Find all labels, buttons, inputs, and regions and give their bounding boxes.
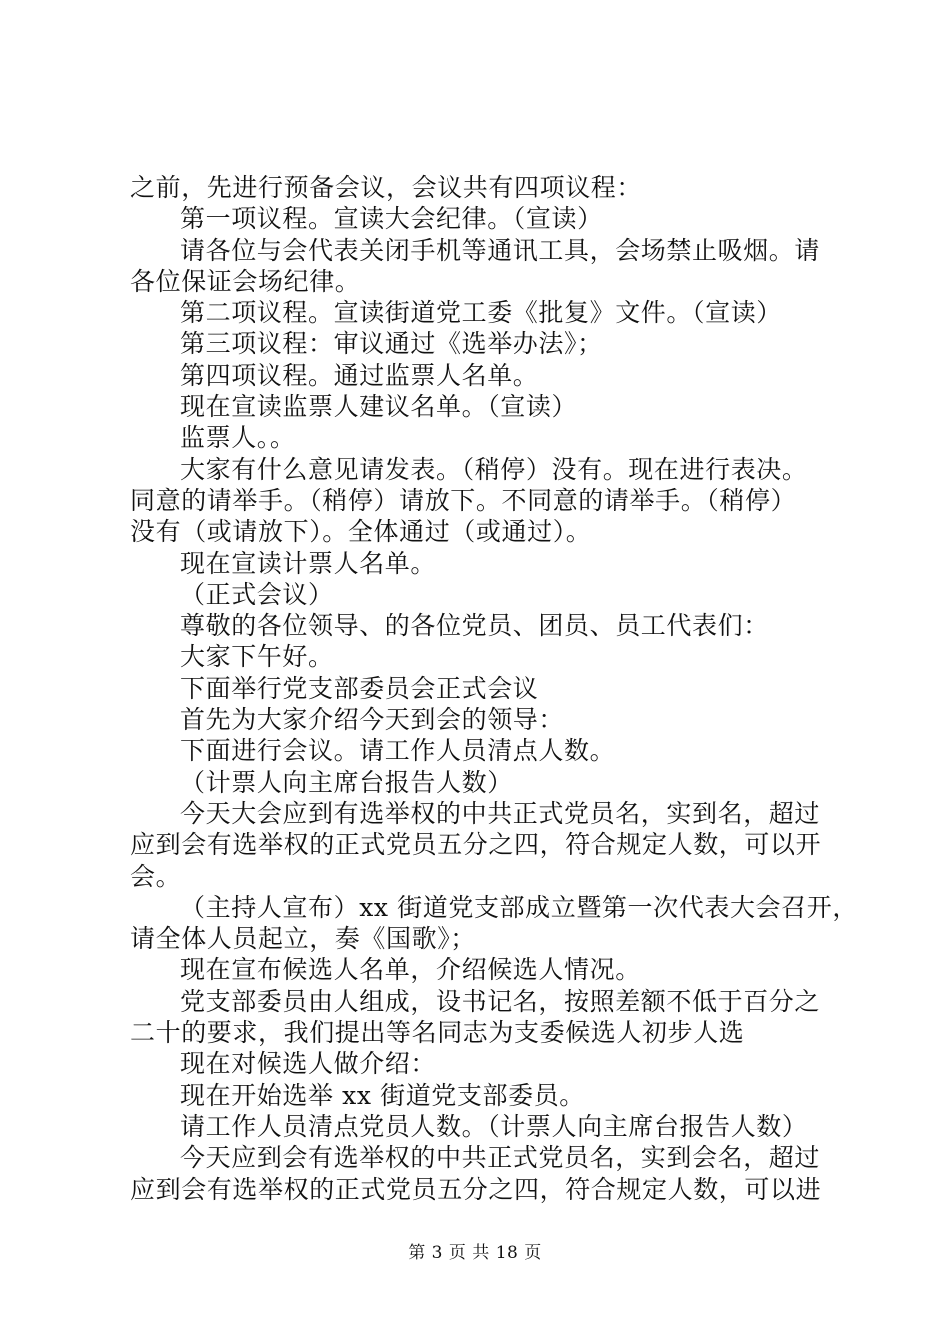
text-line: （计票人向主席台报告人数） [180,767,513,797]
text-line: 现在宣布候选人名单，介绍候选人情况。 [180,955,641,985]
text-line: （主持人宣布）xx 街道党支部成立暨第一次代表大会召开， [180,892,858,922]
text-line: 各位保证会场纪律。 [130,266,361,296]
text-line: 今天应到会有选举权的中共正式党员名，实到会名，超过 [180,1143,821,1173]
text-line: （正式会议） [180,579,334,609]
text-line: 现在宣读计票人名单。 [180,548,437,578]
text-line: 请各位与会代表关闭手机等通讯工具，会场禁止吸烟。请 [180,235,821,265]
text-line: 没有（或请放下）。全体通过（或通过）。 [130,517,592,547]
document-body [130,172,858,1205]
text-line: 首先为大家介绍今天到会的领导： [180,705,565,735]
text-line: 尊敬的各位领导、的各位党员、团员、员工代表们： [180,611,769,641]
text-line: 第二项议程。宣读街道党工委《批复》文件。（宣读） [180,298,782,328]
text-line: 现在开始选举 xx 街道党支部委员。 [180,1080,585,1110]
text-line: 二十的要求，我们提出等名同志为支委候选人初步人选 [130,1018,745,1048]
text-line: 应到会有选举权的正式党员五分之四，符合规定人数，可以进 [130,1174,822,1204]
text-line: 大家下午好。 [180,642,334,672]
text-line: 下面举行党支部委员会正式会议 [180,673,539,703]
text-line: 党支部委员由人组成，设书记名，按照差额不低于百分之 [180,986,821,1016]
text-line: 之前，先进行预备会议，会议共有四项议程： [130,173,643,202]
text-line: 第一项议程。宣读大会纪律。（宣读） [180,204,603,234]
text-line: 下面进行会议。请工作人员清点人数。 [180,736,616,766]
page-footer: 第 3 页 共 18 页 [408,1243,542,1263]
text-line: 大家有什么意见请发表。（稍停）没有。现在进行表决。 [180,454,808,484]
text-line: 现在宣读监票人建议名单。（宣读） [180,392,578,422]
text-line: 现在对候选人做介绍： [180,1049,437,1079]
text-line: 会。 [130,861,182,891]
text-line: 监票人。。 [180,423,296,453]
text-line: 同意的请举手。（稍停）请放下。不同意的请举手。（稍停） [130,485,797,515]
text-line: 第四项议程。通过监票人名单。 [180,360,539,390]
text-line: 请全体人员起立，奏《国歌》； [130,924,476,954]
text-line: 今天大会应到有选举权的中共正式党员名，实到名，超过 [180,798,821,828]
text-line: 应到会有选举权的正式党员五分之四，符合规定人数，可以开 [130,830,822,860]
text-line: 请工作人员清点党员人数。（计票人向主席台报告人数） [180,1111,808,1141]
text-line: 第三项议程：审议通过《选举办法》； [180,329,603,359]
